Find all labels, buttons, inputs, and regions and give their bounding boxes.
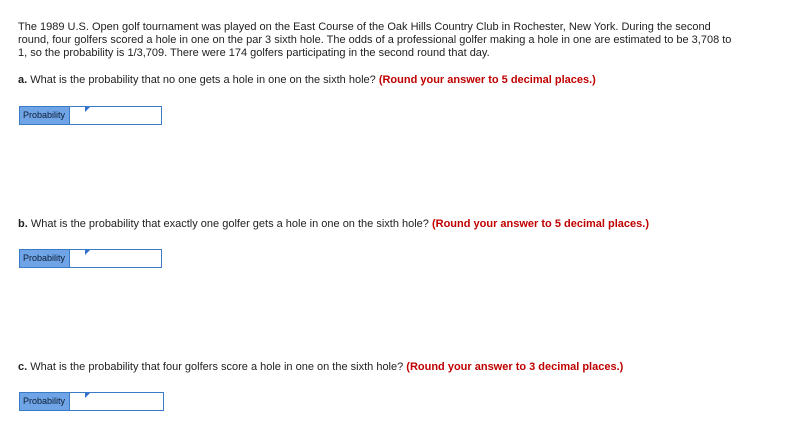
question-c-text: What is the probability that four golfers score a hole in one on the sixth hole? (27, 361, 407, 373)
question-c (18, 361, 623, 374)
question-b-letter: b. (18, 218, 28, 230)
question-c-rounding-note: (Round your answer to 3 decimal places.) (406, 361, 624, 373)
problem-statement: The 1989 U.S. Open golf tournament was played on the East Course of the Oak Hills Country Club in Rochester, New York. During the second round, four golfers scored a hole in one on the par 3 sixth hole. The odds of a professional golfer making a hole in one are estimated to be 3,708 to 1, so the probability is 1/3,709. There were 174 golfers participating in the second round that day. (18, 21, 732, 59)
question-a-rounding-note: (Round your answer to 5 decimal places.) (378, 74, 596, 86)
question-b (18, 218, 649, 231)
question-c-letter: c. (18, 361, 28, 373)
answer-b-label: Probability (20, 250, 70, 267)
answer-c-field (19, 392, 164, 411)
question-b-rounding-note: (Round your answer to 5 decimal places.) (431, 218, 649, 230)
answer-b-input[interactable] (70, 250, 144, 267)
answer-c-input[interactable] (70, 393, 146, 410)
answer-a-field (19, 106, 162, 125)
answer-c-marker-icon (85, 393, 90, 398)
question-a-letter: a. (18, 74, 28, 86)
question-b-text: What is the probability that exactly one golfer gets a hole in one on the sixth hole? (27, 218, 432, 230)
question-a (18, 74, 596, 87)
answer-b-marker-icon (85, 250, 90, 255)
answer-a-input[interactable] (70, 107, 144, 124)
answer-a-marker-icon (85, 107, 90, 112)
answer-a-label: Probability (20, 107, 70, 124)
answer-c-label: Probability (20, 393, 70, 410)
question-a-text: What is the probability that no one gets a hole in one on the sixth hole? (27, 74, 379, 86)
answer-b-field (19, 249, 162, 268)
